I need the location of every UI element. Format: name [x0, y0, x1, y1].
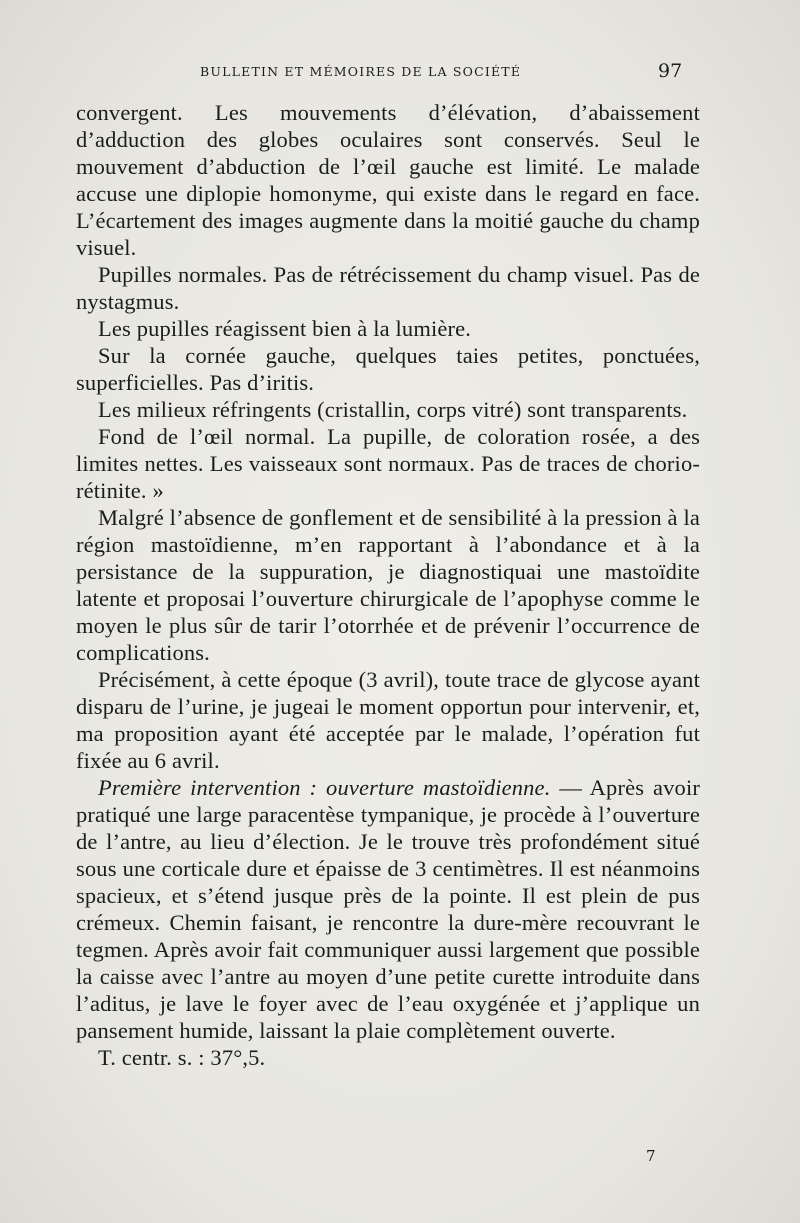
paragraph: Les milieux réfringents (cristallin, corps vitré) sont transparents.: [98, 397, 688, 422]
paragraph: T. centr. s. : 37°,5.: [98, 1045, 266, 1070]
paragraph: Sur la cornée gauche, quelques taies petites, ponctuées, superficielles. Pas d’iritis.: [76, 343, 700, 395]
paragraph: [76, 774, 700, 1044]
paragraph: convergent. Les mouvements d’élévation, d’abaissement d’adduction des globes oculaires sont conservés. Seul le mouvement d’abduction de l’œil gauche est limité. Le malade accuse une diplopie homonyme, qui existe dans le regard en face. L’écartement des images augmente dans la moitié gauche du champ visuel.: [76, 100, 700, 260]
paragraph: Précisément, à cette époque (3 avril), toute trace de glycose ayant disparu de l’urine, je jugeai le moment opportun pour intervenir, et, ma proposition ayant été acceptée par le malade, l’opération fut fixée au 6 avril.: [76, 667, 700, 773]
signature-mark: 7: [646, 1147, 656, 1165]
paragraph: Malgré l’absence de gonflement et de sensibilité à la pression à la région mastoïdienne, m’en rapportant à l’abondance et à la persistance de la suppuration, je diagnostiquai une mastoïdite latente et proposai l’ouverture chirurgicale de l’apophyse comme le moyen le plus sûr de tarir l’otorrhée et de prévenir l’occurrence de complications.: [76, 505, 700, 665]
paragraph: Pupilles normales. Pas de rétrécissement du champ visuel. Pas de nystagmus.: [76, 262, 700, 314]
paragraph: Les pupilles réagissent bien à la lumière.: [98, 316, 472, 341]
paragraph: Fond de l’œil normal. La pupille, de coloration rosée, a des limites nettes. Les vaisseaux sont normaux. Pas de traces de chorio-rétinite. »: [76, 424, 700, 503]
body-text: [76, 99, 700, 1071]
section-heading: Première intervention : ouverture mastoïdienne.: [98, 775, 551, 800]
header-title: BULLETIN ET MÉMOIRES DE LA SOCIÉTÉ: [200, 64, 522, 79]
paragraph-text: — Après avoir pratiqué une large paracentèse tympanique, je procède à l’ouverture de l’antre, au lieu d’élection. Je le trouve très profondément situé sous une corticale dure et épaisse de 3 centimètres. Il est néanmoins spacieux, et s’étend jusque près de la pointe. Il est plein de pus crémeux. Chemin faisant, je rencontre la dure-mère recouvrant le tegmen. Après avoir fait communiquer aussi largement que possible la caisse avec l’antre au moyen d’une petite curette introduite dans l’aditus, je lave le foyer avec de l’eau oxygénée et j’applique un pansement humide, laissant la plaie complètement ouverte.: [76, 775, 700, 1043]
running-header: [0, 60, 800, 84]
page-number: 97: [658, 60, 683, 82]
